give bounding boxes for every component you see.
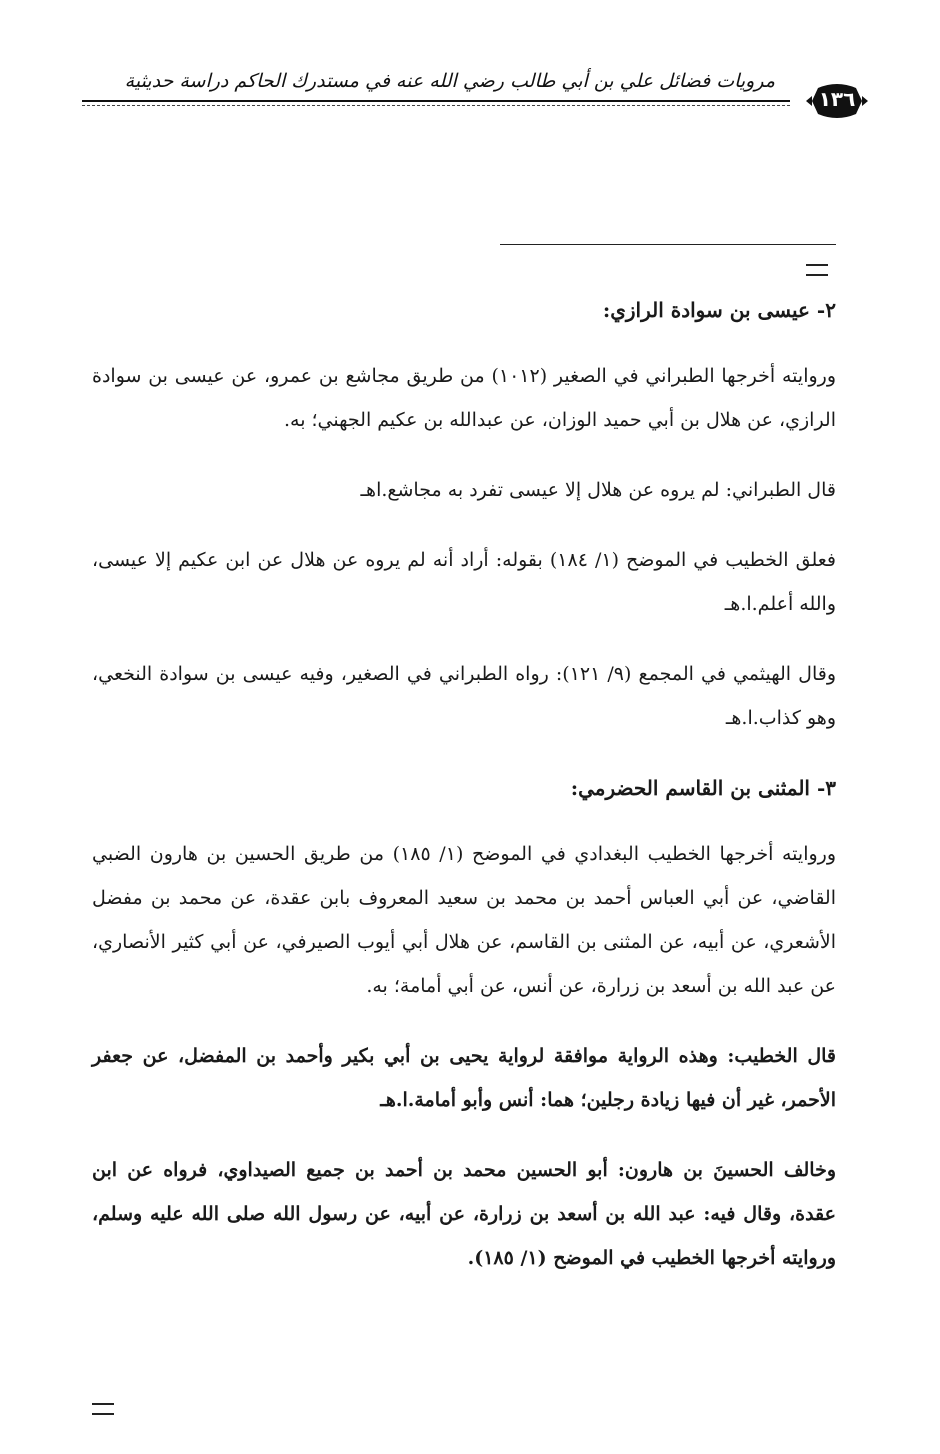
page-number: ١٣٦: [818, 87, 856, 111]
paragraph: وروايته أخرجها الطبراني في الصغير (١٠١٢) من طريق مجاشع بن عمرو، عن عيسى بن سوادة الرازي، عن هلال بن أبي حميد الوزان، عن عبدالله بن عكيم الجهني؛ به.: [92, 365, 836, 431]
header-rule-dashed: [82, 105, 790, 106]
paragraph-bold: قال الخطيب: وهذه الرواية موافقة لرواية يحيى بن أبي بكير وأحمد بن المفضل، عن جعفر الأحمر، غير أن فيها زيادة رجلين؛ هما: أنس وأبو أمامة.ا.هـ: [92, 1045, 836, 1111]
paragraph: قال الطبراني: لم يروه عن هلال إلا عيسى تفرد به مجاشع.اهـ: [360, 479, 836, 501]
continuation-mark-top: [806, 264, 828, 276]
paragraph: فعلق الخطيب في الموضح (١/ ١٨٤) بقوله: أراد أنه لم يروه عن هلال عن ابن عكيم إلا عيسى، والله أعلم.ا.هـ: [92, 549, 836, 615]
footnote-separator-rule: [500, 244, 836, 245]
paragraph: وقال الهيثمي في المجمع (٩/ ١٢١): رواه الطبراني في الصغير، وفيه عيسى بن سوادة النخعي، وهو كذاب.ا.هـ: [92, 663, 836, 729]
paragraph-bold: وخالف الحسينَ بن هارون: أبو الحسين محمد بن أحمد بن جميع الصيداوي، فرواه عن ابن عقدة، وقال فيه: عبد الله بن أسعد بن زرارة، عن أبيه، عن رسول الله صلى الله عليه وسلم، وروايته أخرجها الخطيب في الموضح (١/ ١٨٥).: [92, 1159, 836, 1269]
main-text: [92, 288, 836, 1306]
running-title: مرويات فضائل علي بن أبي طالب رضي الله عنه في مستدرك الحاكم دراسة حديثية: [124, 70, 775, 92]
page-header: [70, 60, 870, 120]
header-rule: [82, 100, 790, 102]
section-heading: ٢- عيسى بن سوادة الرازي:: [602, 298, 836, 322]
continuation-mark-bottom: [92, 1403, 114, 1415]
paragraph: وروايته أخرجها الخطيب البغدادي في الموضح (١/ ١٨٥) من طريق الحسين بن هارون الضبي القاضي، عن أبي العباس أحمد بن محمد بن سعيد المعروف بابن عقدة، عن محمد بن مفضل الأشعري، عن أبيه، عن المثنى بن القاسم، عن هلال أبي أيوب الصيرفي، عن أبي كثير الأنصاري، عن عبد الله بن أسعد بن زرارة، عن أنس، عن أبي أمامة؛ به.: [92, 843, 836, 997]
section-heading: ٣- المثنى بن القاسم الحضرمي:: [570, 776, 836, 800]
page-number-badge: [804, 78, 870, 124]
